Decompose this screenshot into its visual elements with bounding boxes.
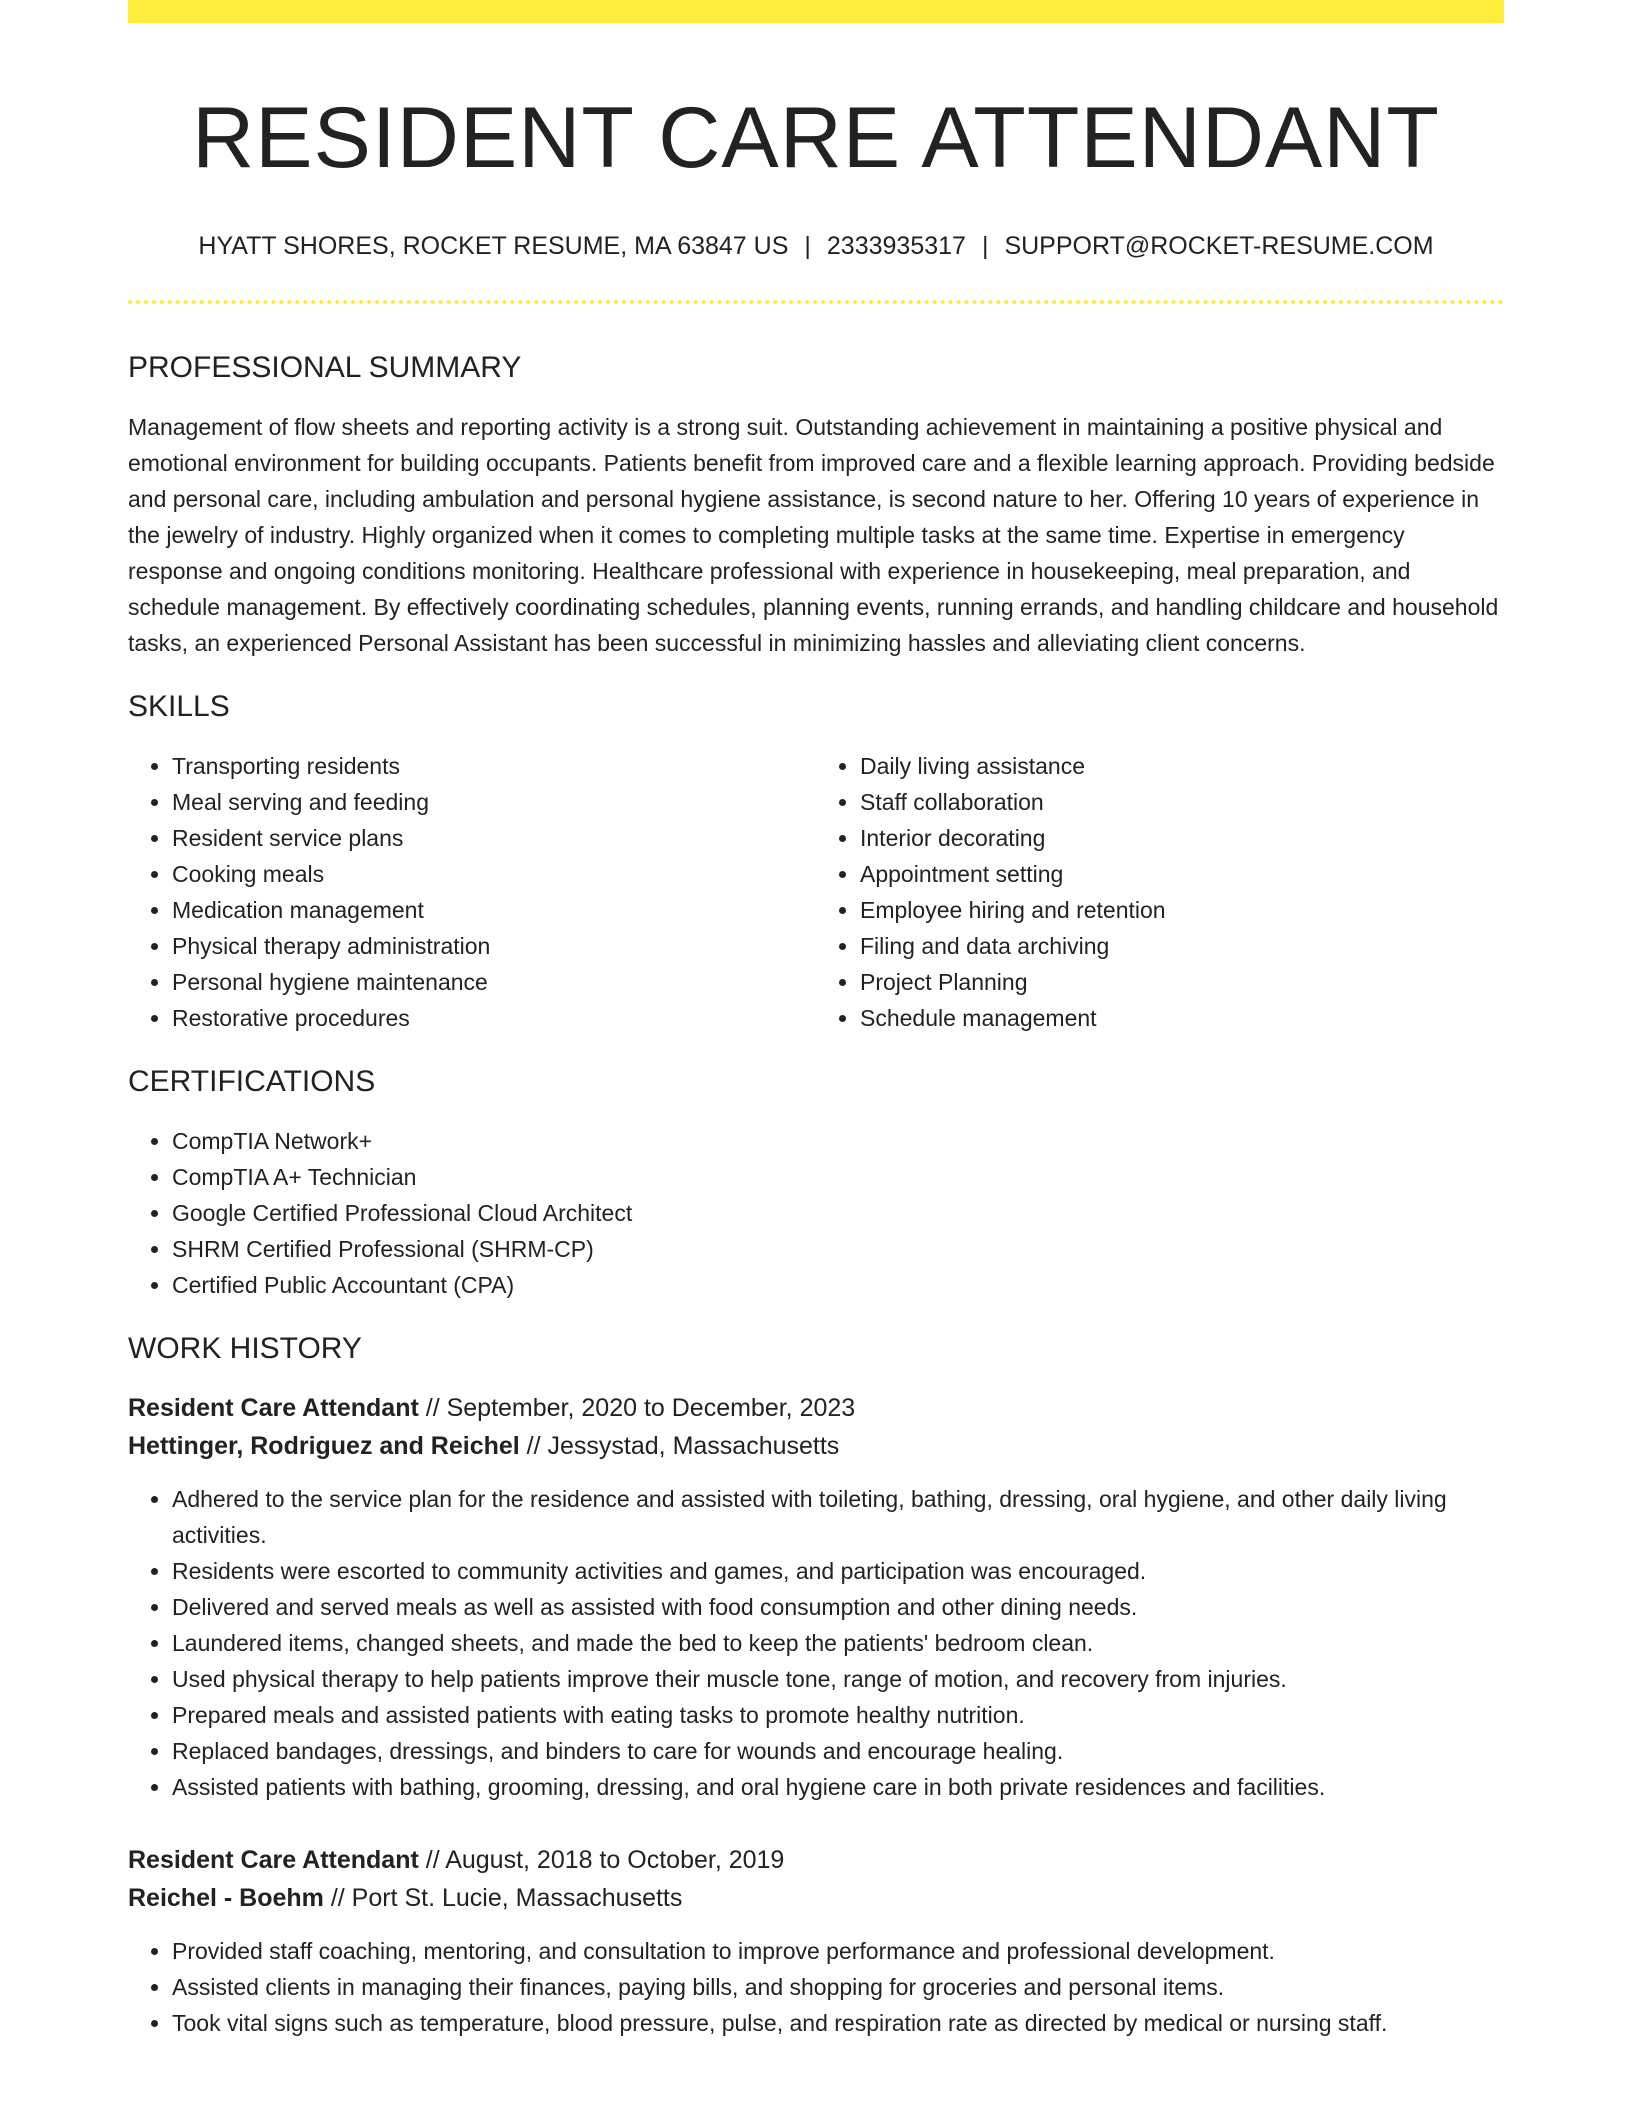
list-item: • Prepared meals and assisted patients with eating tasks to promote healthy nutrition. bbox=[172, 1697, 1504, 1733]
list-item: • Assisted clients in managing their finances, paying bills, and shopping for groceries and personal items. bbox=[172, 1969, 1504, 2005]
list-item: • Meal serving and feeding bbox=[172, 784, 816, 820]
job-header bbox=[128, 1841, 1504, 1917]
certifications-list bbox=[128, 1123, 1504, 1303]
list-item: • Replaced bandages, dressings, and binders to care for wounds and encourage healing. bbox=[172, 1733, 1504, 1769]
job-employer: Hettinger, Rodriguez and Reichel bbox=[128, 1431, 520, 1460]
dotted-divider bbox=[128, 300, 1504, 304]
list-item: • Project Planning bbox=[860, 964, 1504, 1000]
list-item: • Appointment setting bbox=[860, 856, 1504, 892]
skills-grid bbox=[128, 725, 1504, 1036]
list-item: • Certified Public Accountant (CPA) bbox=[172, 1267, 1504, 1303]
contact-separator: | bbox=[804, 232, 811, 261]
candidate-name: RESIDENT CARE ATTENDANT bbox=[192, 90, 1440, 186]
section-heading: CERTIFICATIONS bbox=[128, 1064, 376, 1098]
list-item: • Provided staff coaching, mentoring, and consultation to improve performance and professional development. bbox=[172, 1933, 1504, 1969]
professional-summary-section bbox=[128, 350, 1504, 661]
list-item: • Transporting residents bbox=[172, 748, 816, 784]
list-item: • Medication management bbox=[172, 892, 816, 928]
list-item: • Employee hiring and retention bbox=[860, 892, 1504, 928]
job-employer: Reichel - Boehm bbox=[128, 1883, 324, 1912]
skills-section bbox=[128, 689, 1504, 1036]
list-item: • Filing and data archiving bbox=[860, 928, 1504, 964]
job-title-line bbox=[128, 1841, 1504, 1879]
section-heading: PROFESSIONAL SUMMARY bbox=[128, 350, 522, 384]
job-title-line bbox=[128, 1389, 1504, 1427]
summary-text: Management of flow sheets and reporting activity is a strong suit. Outstanding achievement in maintaining a positive physical and emotional environment for building occupants. Patients benefit from improved care and a flexible learning approach. Providing bedside and personal care, including ambulation and personal hygiene assistance, is second nature to her. Offering 10 years of experience in the jewelry of industry. Highly organized when it comes to completing multiple tasks at the same time. Expertise in emergency response and ongoing conditions monitoring. Healthcare professional with experience in housekeeping, meal preparation, and schedule management. By effectively coordinating schedules, planning events, running errands, and handling childcare and household tasks, an experienced Personal Assistant has been successful in minimizing hassles and alleviating client concerns. bbox=[128, 413, 1499, 656]
job-dates: // August, 2018 to October, 2019 bbox=[418, 1845, 785, 1874]
job-title: Resident Care Attendant bbox=[128, 1845, 419, 1874]
contact-line bbox=[128, 230, 1504, 263]
certifications-section bbox=[128, 1064, 1504, 1303]
list-item: • Used physical therapy to help patients improve their muscle tone, range of motion, and recovery from injuries. bbox=[172, 1661, 1504, 1697]
job-entry bbox=[128, 1841, 1504, 2041]
list-item: • SHRM Certified Professional (SHRM-CP) bbox=[172, 1231, 1504, 1267]
list-item: • Staff collaboration bbox=[860, 784, 1504, 820]
list-item: • Adhered to the service plan for the residence and assisted with toileting, bathing, dressing, oral hygiene, and other daily living activities. bbox=[172, 1481, 1504, 1553]
job-location: // Port St. Lucie, Massachusetts bbox=[323, 1883, 683, 1912]
job-bullets bbox=[128, 1933, 1504, 2041]
list-item: • Personal hygiene maintenance bbox=[172, 964, 816, 1000]
section-heading: SKILLS bbox=[128, 689, 230, 723]
accent-bar bbox=[128, 0, 1504, 23]
list-item: • Schedule management bbox=[860, 1000, 1504, 1036]
list-item: • Residents were escorted to community activities and games, and participation was encouraged. bbox=[172, 1553, 1504, 1589]
resume-page bbox=[128, 0, 1504, 2041]
list-item: • Physical therapy administration bbox=[172, 928, 816, 964]
list-item: • Took vital signs such as temperature, blood pressure, pulse, and respiration rate as directed by medical or nursing staff. bbox=[172, 2005, 1504, 2041]
job-employer-line bbox=[128, 1427, 1504, 1465]
email-text: SUPPORT@ROCKET-RESUME.COM bbox=[1004, 232, 1434, 261]
job-location: // Jessystad, Massachusetts bbox=[519, 1431, 840, 1460]
list-item: • Daily living assistance bbox=[860, 748, 1504, 784]
address-text: HYATT SHORES, ROCKET RESUME, MA 63847 US bbox=[198, 232, 789, 261]
skills-list-right bbox=[816, 748, 1504, 1036]
job-entry bbox=[128, 1389, 1504, 1805]
list-item: • CompTIA Network+ bbox=[172, 1123, 1504, 1159]
list-item: • Laundered items, changed sheets, and made the bed to keep the patients' bedroom clean. bbox=[172, 1625, 1504, 1661]
jobs-container bbox=[128, 1389, 1504, 2041]
list-item: • Interior decorating bbox=[860, 820, 1504, 856]
list-item: • Resident service plans bbox=[172, 820, 816, 856]
list-item: • Cooking meals bbox=[172, 856, 816, 892]
contact-separator: | bbox=[981, 232, 989, 261]
list-item: • Delivered and served meals as well as assisted with food consumption and other dining needs. bbox=[172, 1589, 1504, 1625]
list-item: • Assisted patients with bathing, grooming, dressing, and oral hygiene care in both private residences and facilities. bbox=[172, 1769, 1504, 1805]
list-item: • Google Certified Professional Cloud Architect bbox=[172, 1195, 1504, 1231]
job-header bbox=[128, 1389, 1504, 1465]
section-heading: WORK HISTORY bbox=[128, 1331, 362, 1365]
work-history-section bbox=[128, 1331, 1504, 2041]
job-title: Resident Care Attendant bbox=[128, 1393, 419, 1422]
job-dates: // September, 2020 to December, 2023 bbox=[418, 1393, 856, 1422]
list-item: • CompTIA A+ Technician bbox=[172, 1159, 1504, 1195]
list-item: • Restorative procedures bbox=[172, 1000, 816, 1036]
skills-list-left bbox=[128, 748, 816, 1036]
phone-text: 2333935317 bbox=[826, 232, 966, 261]
job-bullets bbox=[128, 1481, 1504, 1805]
job-employer-line bbox=[128, 1879, 1504, 1917]
